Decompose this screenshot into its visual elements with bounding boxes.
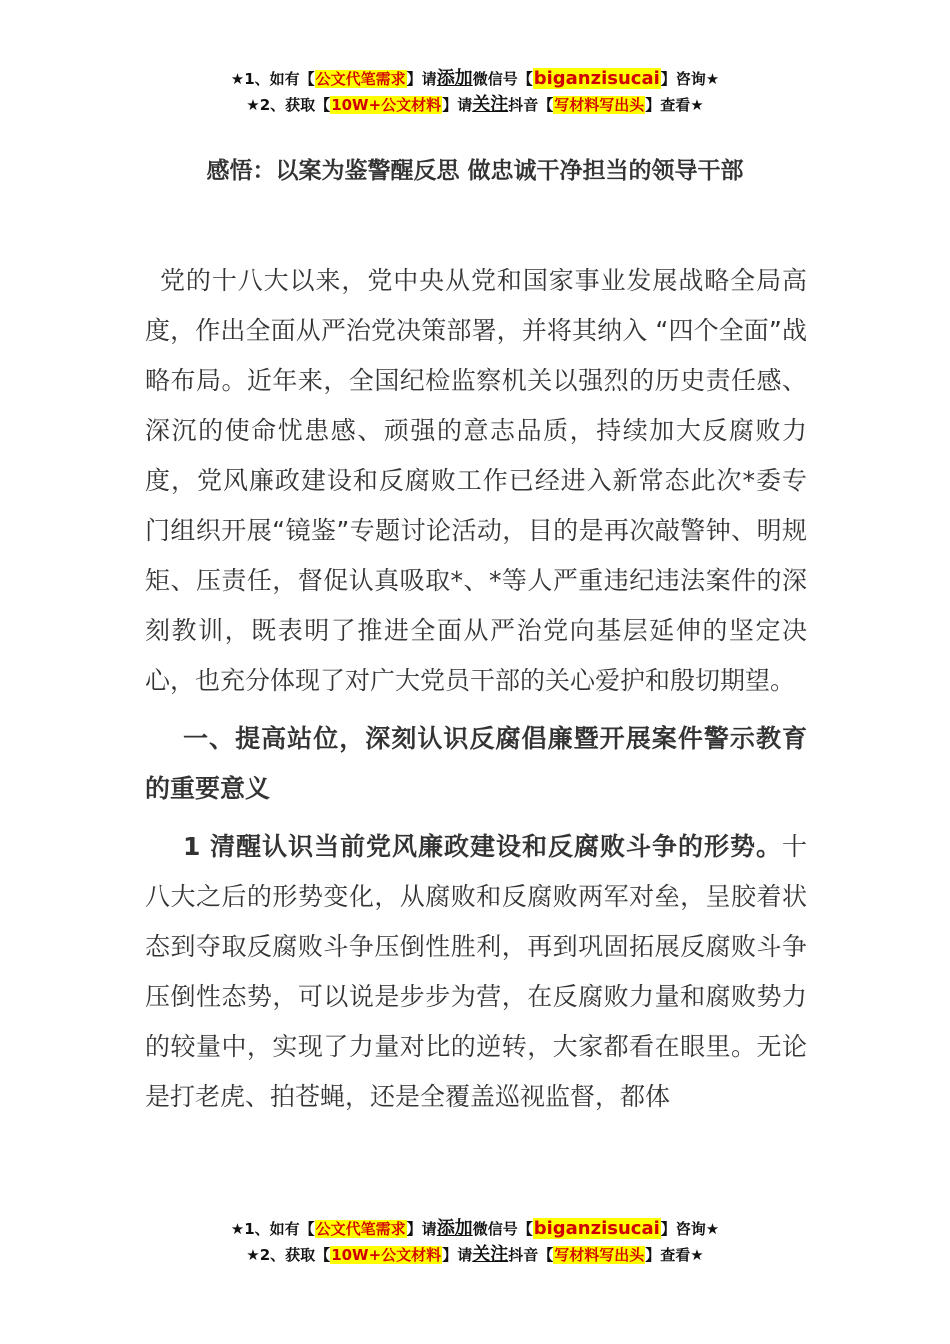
footer-notice — [0, 1216, 950, 1268]
notice-text: 】查看★ — [645, 96, 704, 114]
notice-highlight: 公文代笔需求 — [315, 70, 406, 88]
notice-line-2 — [0, 92, 950, 118]
notice-line-1 — [0, 1216, 950, 1242]
notice-text: ★1、如有【 — [230, 70, 315, 88]
notice-line-2 — [0, 1242, 950, 1268]
notice-text: 微信号【 — [472, 70, 533, 88]
notice-underline: 添加 — [436, 68, 473, 89]
notice-highlight: 10W+公文材料 — [331, 1246, 442, 1264]
notice-text: 】请 — [442, 96, 473, 114]
notice-text: 】请 — [406, 70, 437, 88]
notice-underline: 关注 — [472, 1244, 509, 1265]
notice-text: 】查看★ — [645, 1246, 704, 1264]
notice-text: ★2、获取【 — [246, 1246, 331, 1264]
paragraph: 党的十八大以来，党中央从党和国家事业发展战略全局高度，作出全面从严治党决策部署，并将其纳入 “四个全面”战略布局。近年来，全国纪检监察机关以强烈的历史责任感、深沉的使命忧患感、顽强的意志品质，持续加大反腐败力度，党风廉政建设和反腐败工作已经进入新常态此次*委专门组织开展“镜鉴”专题讨论活动，目的是再次敲警钟、明规矩、压责任，督促认真吸取*、*等人严重违纪违法案件的深刻教训，既表明了推进全面从严治党向基层延伸的坚定决心，也充分体现了对广大党员干部的关心爱护和殷切期望。 — [145, 266, 807, 695]
notice-highlight: biganzisucai — [533, 1218, 660, 1239]
notice-highlight: biganzisucai — [533, 68, 660, 89]
notice-text: 】请 — [406, 1220, 437, 1238]
document-body — [145, 256, 807, 1122]
paragraph-lead: 1 清醒认识当前党风廉政建设和反腐败斗争的形势。 — [183, 832, 782, 861]
notice-text: 微信号【 — [472, 1220, 533, 1238]
notice-highlight: 写材料写出头 — [554, 96, 645, 114]
section-heading: 一、提高站位，深刻认识反腐倡廉暨开展案件警示教育的重要意义 — [145, 724, 807, 803]
header-notice — [0, 66, 950, 118]
notice-text: 】请 — [442, 1246, 473, 1264]
document-title: 感悟：以案为鉴警醒反思 做忠诚干净担当的领导干部 — [206, 158, 744, 184]
notice-highlight: 写材料写出头 — [554, 1246, 645, 1264]
notice-highlight: 公文代笔需求 — [315, 1220, 406, 1238]
notice-text: ★1、如有【 — [230, 1220, 315, 1238]
paragraph — [145, 822, 807, 1122]
notice-line-1 — [0, 66, 950, 92]
notice-text: 抖音【 — [508, 96, 554, 114]
notice-highlight: 10W+公文材料 — [331, 96, 442, 114]
notice-underline: 关注 — [472, 94, 509, 115]
notice-text: 】咨询★ — [660, 70, 720, 88]
notice-underline: 添加 — [436, 1218, 473, 1239]
notice-text: ★2、获取【 — [246, 96, 331, 114]
paragraph-body: 十八大之后的形势变化，从腐败和反腐败两军对垒，呈胶着状态到夺取反腐败斗争压倒性胜利，再到巩固拓展反腐败斗争压倒性态势，可以说是步步为营，在反腐败力量和腐败势力的较量中，实现了力量对比的逆转，大家都看在眼里。无论是打老虎、拍苍蝇，还是全覆盖巡视监督，都体 — [145, 832, 807, 1111]
notice-text: 】咨询★ — [660, 1220, 720, 1238]
notice-text: 抖音【 — [508, 1246, 554, 1264]
